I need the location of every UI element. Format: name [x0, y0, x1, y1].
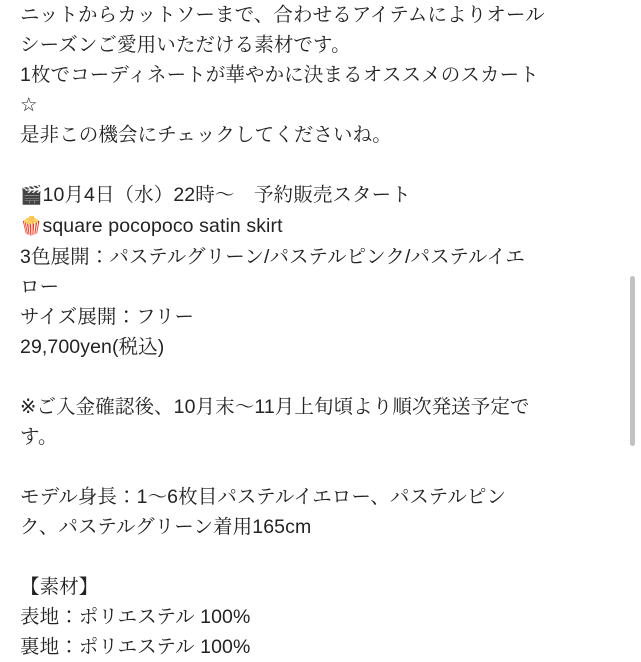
line-text: ク、パステルグリーン着用165cm [20, 516, 312, 538]
inline-emoji-icon: 🎬 [20, 185, 43, 206]
line-text: 29,700yen(税込) [20, 336, 165, 358]
line-text: ニットからカットソーまで、合わせるアイテムによりオール [20, 4, 545, 26]
blank-line [20, 542, 608, 572]
line-text: ☆ [20, 94, 38, 116]
text-line [20, 512, 608, 542]
text-line [20, 60, 608, 90]
text-line [20, 120, 608, 150]
blank-line [20, 452, 608, 482]
text-line [20, 632, 608, 662]
line-text: 10月4日（水）22時〜 予約販売スタート [42, 184, 411, 206]
text-line [20, 332, 608, 362]
text-line [20, 422, 608, 452]
text-line [20, 272, 608, 302]
line-text: ロー [20, 276, 60, 298]
blank-line [20, 362, 608, 392]
line-text: モデル身長：1〜6枚目パステルイエロー、パステルピン [20, 486, 507, 508]
text-line [20, 180, 608, 211]
text-line [20, 0, 608, 30]
line-text: 裏地：ポリエステル 100% [20, 636, 251, 658]
line-text: 表地：ポリエステル 100% [20, 606, 251, 628]
line-text: 是非この機会にチェックしてくださいね。 [20, 124, 392, 146]
text-line [20, 30, 608, 60]
text-line [20, 242, 608, 272]
line-text: す。 [20, 426, 58, 448]
vertical-scrollbar-thumb[interactable] [630, 276, 635, 446]
line-text: 【素材】 [20, 576, 99, 598]
text-line [20, 602, 608, 632]
text-line [20, 90, 608, 120]
product-description-text [20, 0, 608, 662]
text-line [20, 211, 608, 242]
line-text: サイズ展開：フリー [20, 306, 195, 328]
line-text: square pocopoco satin skirt [42, 215, 283, 237]
line-text: 1枚でコーディネートが華やかに決まるオススメのスカート [20, 64, 539, 86]
text-line [20, 482, 608, 512]
text-line [20, 302, 608, 332]
blank-line [20, 150, 608, 180]
line-text: 3色展開：パステルグリーン/パステルピンク/パステルイエ [20, 246, 525, 268]
vertical-scrollbar-track[interactable] [633, 0, 638, 641]
line-text: シーズンご愛用いただける素材です。 [20, 34, 351, 56]
inline-emoji-icon: 🍿 [20, 216, 43, 237]
text-line [20, 572, 608, 602]
line-text: ※ご入金確認後、10月末〜11月上旬頃より順次発送予定で [20, 396, 530, 418]
text-line [20, 392, 608, 422]
